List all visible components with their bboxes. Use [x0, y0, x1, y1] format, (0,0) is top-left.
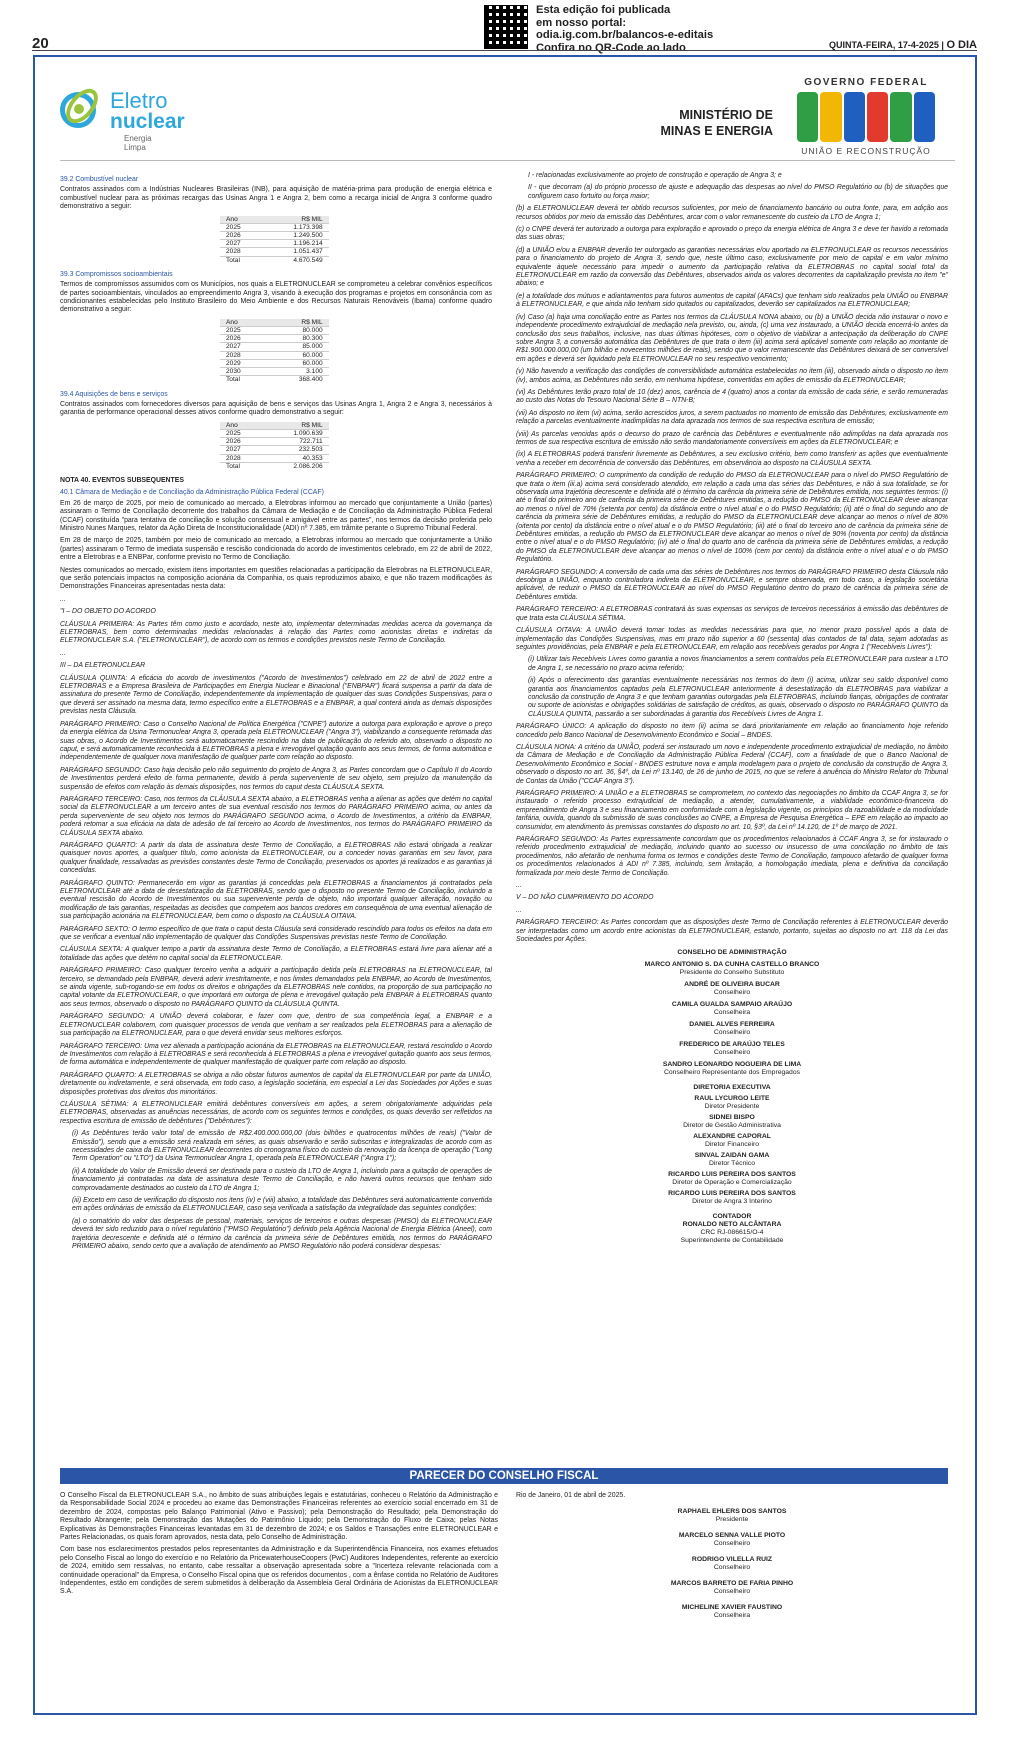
table-cell-value: 80.300 — [247, 335, 329, 343]
table-cell-year: Ano — [220, 319, 247, 327]
qr-code-icon — [484, 5, 528, 49]
table-row — [220, 248, 329, 256]
list-item: (vi) As Debêntures terão prazo total de 10 (dez) anos, carência de 4 (quatro) anos a contar da emissão de cada série, e serão remuneradas ao custo das Notas do Tesouro Nacional Série B – NTN-B; — [516, 388, 948, 405]
signatory-role: Presidente — [715, 1516, 749, 1524]
table-row — [220, 232, 329, 240]
signature-block — [516, 981, 948, 997]
brasil-letter-shape — [820, 92, 841, 142]
table-cell-value: 40.353 — [247, 454, 329, 462]
signatory-name: MARCOS BARRETO DE FARIA PINHO — [670, 1580, 794, 1588]
paragraph: Nestes comunicados ao mercado, existem itens importantes em questões relacionadas a participação da Eletrobras na ELETRONUCLEAR, que serão potenciais impactos na composição acionária da Companhia, os quais reproduzimos abaixo, e que não trazem modificações às Demonstrações Financeiras apresentadas nesta data: — [60, 566, 492, 591]
paragraph: PARÁGRAFO PRIMEIRO: O cumprimento da condição de redução do PMSO da ELETRONUCLEAR para o nível do PMSO Regulatório de que trata o item (iii.a) acima será considerado atendido, em relação a cada uma das séries das Debêntures, e não à sua totalidade, se for observada uma trajetória decrescente e definida até o término da carência da primeira série de Debêntures emitida, nos seguintes termos: (i) até o final do primeiro ano de carência da primeira série de Debêntures emitidas, a redução do PMSO da ELETRONUCLEAR deve alcançar ao menos o nível de 70% (setenta por cento) da distância entre o nível atual e o do PMSO Regulatório; (ii) até o final do segundo ano de carência da primeira série de Debêntures emitidas, a redução do PMSO da ELETRONUCLEAR deve alcançar ao menos o nível de 80% (oitenta por cento) da distância entre o nível atual e o do PMSO Regulatório; (iii) até o final do terceiro ano de carência da primeira série de Debêntures emitidas, a redução do PMSO da ELETRONUCLEAR deve alcançar ao menos o nível de 90% (noventa por cento) da distância entre o nível atual e o do PMSO Regulatório; (iv) até o final do quarto ano de carência da primeira série de Debêntures emitidas, a redução do PMSO da ELETRONUCLEAR deve alcançar ao menos o nível de 100% (cem por cento) da distância entre o nível atual e o do PMSO Regulatório. — [516, 472, 948, 564]
divider — [60, 160, 955, 161]
table-cell-value: 722.711 — [247, 438, 329, 446]
board-title: CONSELHO DE ADMINISTRAÇÃO — [677, 948, 787, 956]
table-cell-value: R$ MIL — [247, 319, 329, 327]
paragraph: CLÁUSULA QUINTA: A eficácia do acordo de investimentos ("Acordo de Investimentos") celebrado em 22 de abril de 2022 entre a ELETROBRAS e a Empresa Brasileira de Participações em Energia Nuclear e Binacional ("ENBPAR") ficará suspensa a partir da data de assinatura do presente Termo de Conciliação, independentemente da implementação de qualquer das suas Condições Suspensivas, para o que deverá ser assinado na mesma data, termo específico entre a ELETROBRAS e a ENBPAR, a qual conterá ainda as demais disposições previstas nesta Cláusula. — [60, 674, 492, 716]
list-item: (d) a UNIÃO e/ou a ENBPAR deverão ter outorgado as garantias necessárias e/ou aportado na ELETRONUCLEAR os recursos necessários para o financiamento do projeto de Angra 3, sendo que, neste último caso, exclusivamente por meio de capital e em valor mínimo equivalente àquele necessário para impedir o aumento da participação relativa da ELETROBRAS no capital social total da ELETRONUCLEAR em razão da conversão das Debêntures, observados ainda os valores decorrentes da capitalização prevista no item "e" abaixo; e — [516, 246, 948, 288]
table-goods — [220, 422, 329, 470]
table-row — [220, 422, 329, 430]
exec-list — [516, 1095, 948, 1206]
list-item: (viii) As parcelas vencidas após o decurso do prazo de carência das Debêntures e eventualmente não adimplidas na data aprazada nos termos de sua respectiva escritura de emissão não serão mandatoriamente conversíveis em ações da ELETRONUCLEAR; e — [516, 430, 948, 446]
section-heading: 40.1 Câmara de Mediação e de Conciliação da Administração Pública Federal (CCAF) — [60, 489, 324, 497]
board-list — [516, 961, 948, 1077]
table-cell-year: 2027 — [220, 446, 247, 454]
paragraph: PARÁGRAFO TERCEIRO: As Partes concordam que as disposições deste Termo de Conciliação referentes à ELETRONUCLEAR deverão ser interpretadas como um acordo entre acionistas da ELETRONUCLEAR, estando, portanto, sujeitas ao disposto no art. 118 da Lei das Sociedades por Ações. — [516, 919, 948, 944]
signatory-name: RAPHAEL EHLERS DOS SANTOS — [677, 1508, 787, 1516]
fiscal-text — [60, 1492, 498, 1601]
list-item: (i) Utilizar tais Recebíveis Livres como garantia a novos financiamentos a serem contraídos pela ELETRONUCLEAR para custear a LTO de Angra 1, se necessário no prazo acima referido; — [528, 656, 948, 672]
table-cell-year: 2025 — [220, 223, 247, 231]
table-cell-year: Ano — [220, 216, 247, 224]
gov-top: GOVERNO FEDERAL — [804, 77, 928, 88]
table-row — [220, 462, 329, 470]
list-item: (ii) A totalidade do Valor de Emissão deverá ser destinada para o custeio da LTO de Angra 1, incluindo para a quitação de operações de financiamento já contratadas na data de assinatura deste Termo de Conciliação, e não haverá outros recursos que tenham sido comprovadamente destinados ao custeio da LTO de Angra 1; — [72, 1167, 492, 1192]
brand: O DIA — [946, 39, 977, 51]
paragraph: PARÁGRAFO QUARTO: A ELETROBRAS se obriga a não obstar futuros aumentos de capital da ELETRONUCLEAR por parte da UNIÃO, diretamente ou indiretamente, e será observada, em todo caso, a legislação societária, em especial a Lei das Sociedades por Ações e suas disposições protetivas dos direitos dos minoritários. — [60, 1071, 492, 1096]
table-cell-value: 368.400 — [298, 376, 323, 384]
list-item: (a) o somatório do valor das despesas de pessoal, materiais, serviços de terceiros e outras despesas (PMSO) da ELETRONUCLEAR deverá ter sido reduzido para o nível regulatório ("PMSO Regulatório") definido pela Agência Nacional de Energia Elétrica (Aneel), com trajetória decrescente e definida até o término da carência da primeira série de Debêntures emitida, nos termos do PARÁGRAFO PRIMEIRO abaixo, sendo certo que a avaliação de atendimento ao PMSO Regulatório não poderá considerar despesas: — [72, 1217, 492, 1251]
signatory-role: Conselheiro Representante dos Empregados — [663, 1068, 801, 1076]
ministry-line: MINISTÉRIO DE — [679, 108, 773, 122]
table-cell-year: 2025 — [220, 429, 247, 437]
paragraph: PARÁGRAFO TERCEIRO: Uma vez alienada a participação acionária da ELETROBRAS na ELETRONUCLEAR, restará rescindido o Acordo de Investimentos com relação à ELETROBRAS e será reconhecida à ELETROBRAS a plena e irrevogável quitação quanto aos seus termos, de forma automática e independentemente de qualquer manifestação de qualquer parte com relação ao disposto. — [60, 1042, 492, 1067]
signatory-name: SINVAL ZAIDAN GAMA — [694, 1151, 770, 1159]
list-item: II - que decorram (a) do próprio processo de ajuste e adequação das despesas ao nível do PMSO Regulatório ou (b) de situações que configurem caso fortuito ou força maior; — [528, 184, 948, 200]
table-cell-year: 2028 — [220, 248, 247, 256]
signatory-role: Conselheiro — [713, 1540, 751, 1548]
signatory-name: RAUL LYCURGO LEITE — [694, 1094, 770, 1102]
table-cell-year: 2027 — [220, 240, 247, 248]
paragraph: O Conselho Fiscal da ELETRONUCLEAR S.A., no âmbito de suas atribuições legais e estatutárias, conheceu o Relatório da Administração e da Responsabilidade Social 2024 e procedeu ao exame das Demonstrações Financeiras referentes ao exercício social encerrado em 31 de dezembro de 2024, compostas pelo Balanço Patrimonial (Ativo e Passivo); pela Demonstração do Resultado; pela Demonstração do Resultado Abrangente; pela Demonstração das Mutações do Patrimônio Líquido; pela Demonstração do Fluxo de Caixa; pelas Notas Explicativas às Demonstrações Financeiras levantadas em 31 de dezembro de 2024; e os Saldos e Transações entre ELETRONUCLEAR e Partes Relacionadas, os quais foram aprovados, nesta data, pelo Conselho de Administração. — [60, 1492, 498, 1542]
signature-block — [516, 1041, 948, 1057]
table-cell-year: Total — [226, 256, 240, 264]
signature-block — [516, 1114, 948, 1130]
table-cell-value: 1.249.500 — [247, 232, 329, 240]
page-header — [0, 0, 1011, 54]
table-row — [220, 343, 329, 351]
paragraph: Termos de compromissos assumidos com os Municípios, nos quais a ELETRONUCLEAR se comprometeu a celebrar convênios específicos de partes socioambientais, vinculados ao empreendimento Angra 3, visando à execução dos programas e projetos em consonância com as condicionantes estabelecidas pelo Instituto Brasileiro do Meio Ambiente e dos Recursos Naturais Renováveis (Ibama) conforme quadro demonstrativo a seguir: — [60, 281, 492, 314]
table-row — [220, 327, 329, 335]
right-column — [516, 172, 948, 1245]
paragraph: PARÁGRAFO TERCEIRO: A ELETROBRAS contratará às suas expensas os serviços de terceiros necessários à emissão das debêntures de que trata esta CLÁUSULA SÉTIMA. — [516, 606, 948, 622]
table-cell-year: 2030 — [220, 368, 247, 376]
accountant-crc: CRC RJ-086615/O-4 — [700, 1228, 764, 1236]
table-cell-value: 2.086.206 — [293, 462, 323, 470]
paragraph: PARÁGRAFO PRIMEIRO: A UNIÃO e a ELETROBRAS se comprometem, no contexto das negociações no âmbito da CCAF Angra 3, se for instaurado o referido processo extrajudicial de mediação, a atender, cumulativamente, a viabilidade econômico-financeira do empreendimento de Angra 3 e seu financiamento em conformidade com a legislação vigente, os princípios da razoabilidade e da modicidade tarifária, ouvida, quando da submissão de suas conclusões ao CNPE, a Empresa de Pesquisa Energética – EPE em relação ao impacto ao consumidor, em atendimento às premissas constantes do disposto no art. 10, §3º, da Lei nº 14.120, de 1º de março de 2021. — [516, 790, 948, 831]
table-row — [220, 319, 329, 327]
qr-note — [536, 4, 713, 54]
table-cell-year: Total — [226, 376, 240, 384]
signatory-name: SIDNEI BISPO — [709, 1113, 755, 1121]
signatory-role: Conselheiro — [713, 1028, 751, 1036]
table-cell-year: 2029 — [220, 359, 247, 367]
ellipsis: ... — [516, 906, 522, 914]
signature-block — [516, 1580, 948, 1596]
table-row — [220, 216, 329, 224]
list-item: (ii) Após o oferecimento das garantias eventualmente necessárias nos termos do item (i) acima, utilizar seu saldo disponível como garantia aos financiamentos captados pela ELETRONUCLEAR anteriormente à desestatização da ELETROBRAS para viabilizar a conclusão da construção de Angra 3 e que tenham garantias outorgadas pela ELETROBRAS, incluindo fianças, obrigações de contratar ou suporte de acionistas e obrigações solidárias de satisfação de créditos, as quais, observado o disposto no PARÁGRAFO QUINTO da CLÁUSULA QUINTA, passarão a ser subordinadas à garantia dos Recebíveis Livres de Angra 1. — [528, 677, 948, 718]
place-date: Rio de Janeiro, 01 de abril de 2025. — [516, 1492, 626, 1499]
table-cell-value: 1.051.437 — [247, 248, 329, 256]
signature-block — [516, 961, 948, 977]
signature-block — [516, 1556, 948, 1572]
table-cell-year: 2026 — [220, 335, 247, 343]
fiscal-signatures — [516, 1492, 948, 1620]
list-item: (iv) Caso (a) haja uma conciliação entre as Partes nos termos da CLÁUSULA NONA abaixo, ou (b) a UNIÃO decida não instaurar o novo e independente procedimento extrajudicial de mediação nela previsto, ou, ainda, (c) uma vez instaurado, a UNIÃO decida encerrá-lo antes da conclusão dos seus trabalhos, inclusive, nas duas últimas hipóteses, com o objetivo de viabilizar a antecipação da deliberação do CNPE sobre Angra 3, a conversão automática das Debêntures de que trata o item (iii) acima será aplicável somente com relação ao montante de R$1.900.000.000,00 (um bilhão e novecentos milhões de reais), sendo que o valor remanescente das Debêntures deixará de ser conversível em ações e deverá ser liquidado pela ELETRONUCLEAR no seu respectivo vencimento; — [516, 313, 948, 363]
section-heading: 39.2 Combustível nuclear — [60, 176, 139, 183]
ministry-title — [660, 107, 773, 139]
signature-block — [516, 1095, 948, 1111]
table-cell-year: Ano — [220, 422, 247, 430]
brasil-letter-shape — [867, 92, 888, 142]
signature-block — [516, 1001, 948, 1017]
table-row — [220, 446, 329, 454]
paragraph: Em 26 de março de 2025, por meio de comunicado ao mercado, a Eletrobras informou ao mercado que conjuntamente a União (partes) assinaram o Termo de Conciliação decorrente dos trabalhos da Câmara de Mediação e de Conciliação da Administração Pública Federal (CCAF) constituída "para tentativa de conciliação e solução consensual e amigável entre as partes", nos termos da decisão proferida pelo Ministro Nunes Marques, relator da Ação Direta de Inconstitucionalidade (ADI) nº 7.385, em trâmite perante o Supremo Tribunal Federal. — [60, 499, 492, 532]
table-cell-value: 80.000 — [247, 327, 329, 335]
brasil-letter-shape — [914, 92, 935, 142]
gov-bottom: UNIÃO E RECONSTRUÇÃO — [801, 146, 931, 156]
paragraph: Contratos assinados com fornecedores diversos para aquisição de bens e serviços das Usinas Angra 1, Angra 2 e Angra 3, necessários à garantia de performance operacional desses ativos conforme quadro demonstrativo a seguir: — [60, 400, 492, 417]
signature-block — [516, 1133, 948, 1149]
signatures — [516, 949, 948, 1245]
clause-heading: V – DO NÃO CUMPRIMENTO DO ACORDO — [516, 894, 654, 902]
brasil-letter-shape — [797, 92, 818, 142]
fiscal-council-banner: PARECER DO CONSELHO FISCAL — [60, 1468, 948, 1484]
date-bar: QUINTA-FEIRA, 17-4-2025 | O DIA — [829, 39, 977, 51]
brasil-letter-shape — [890, 92, 911, 142]
paragraph: PARÁGRAFO SEGUNDO: As Partes expressamente concordam que os procedimentos relacionados à CCAF Angra 3, se for instaurado o referido procedimento extrajudicial de mediação, incluindo quanto ao sucesso ou insucesso de uma conciliação no âmbito de tais procedimentos, não afetarão de nenhuma forma os termos e condições deste Termo de Conciliação, tampouco afetarão de qualquer forma os procedimentos relacionados à ADI nº 7.385, incluindo, sem limitação, a homologação imediata, plena e definitiva da conciliação formalizada por meio deste Termo de Conciliação. — [516, 836, 948, 877]
clause-heading: "I – DO OBJETO DO ACORDO — [60, 608, 156, 616]
signatory-name: ANDRÉ DE OLIVEIRA BUCAR — [684, 980, 780, 988]
signatory-name: ALEXANDRE CAPORAL — [693, 1132, 771, 1140]
paragraph: PARÁGRAFO ÚNICO: A aplicação do disposto no item (ii) acima se dará prioritariamente em relação ao financiamento hoje referido concedido pelo Banco Nacional de Desenvolvimento Econômico e Social – BNDES. — [516, 723, 948, 739]
signature-block — [516, 1604, 948, 1620]
paragraph: PARÁGRAFO TERCEIRO: Caso, nos termos da CLÁUSULA SEXTA abaixo, a ELETROBRAS venha a alienar as ações que detém no capital social da ELETRONUCLEAR a um terceiro antes de sua eventual rescisão nos termos do PARÁGRAFO PRIMEIRO acima, ou antes da perda superveniente de seu objeto nos termos do PARÁGRAFO SEGUNDO acima, o Acordo de Investimentos, a critério da ENBPAR, poderá retomar a sua eficácia na data de adesão de tal terceiro ao Acordo de Investimentos, nos termos do PARÁGRAFO PRIMEIRO da CLÁUSULA SEXTA abaixo. — [60, 795, 493, 837]
signature-block — [516, 1171, 948, 1187]
list-item: (b) a ELETRONUCLEAR deverá ter obtido recursos suficientes, por meio de financiamento bancário ou outra fonte, para, em adição aos recursos obtidos por meio da emissão das Debêntures, arcar com o valor remanescente do custeio da LTO de Angra 1; — [516, 205, 948, 221]
paragraph: CLÁUSULA PRIMEIRA: As Partes têm como justo e acordado, neste ato, implementar determinadas medidas acerca da governança da ELETROBRAS, bem como determinadas medidas relacionadas à relação das Partes como acionistas diretas e indiretas da ELETRONUCLEAR S.A. ("ELETRONUCLEAR"), de acordo com os termos e condições previstos neste Termo de Conciliação. — [60, 620, 492, 645]
paragraph: Contratos assinados com a Indústrias Nucleares Brasileiras (INB), para aquisição de matéria-prima para produção de energia elétrica e combustível nuclear para as próximas recargas das Usinas Angra 1 e Angra 2, bem como a recarga inicial de Angra 3 conforme quadro demonstrativo a seguir: — [60, 186, 492, 211]
signatory-role: Conselheiro — [713, 988, 751, 996]
signatory-name: MARCELO SENNA VALLE PIOTO — [678, 1532, 786, 1540]
signatory-role: Conselheira — [713, 1008, 751, 1016]
paragraph: CLÁUSULA NONA: A critério da UNIÃO, poderá ser instaurado um novo e independente procedimento extrajudicial de mediação, no âmbito da Câmara de Mediação e de Conciliação da Administração Pública Federal (CCAF), com a finalidade de que o Banco Nacional de Desenvolvimento Econômico e Social - BNDES estruture nova e ampla modelagem para o projeto de conclusão da construção de Angra 3, observado o disposto no art. 36, §4º, da Lei nº 13.140, de 26 de junho de 2015, no que se refere à anuência do Ministro Relator do Tribunal de Contas da União ("CCAF Angra 3"). — [516, 743, 948, 785]
list-item: (iii) Exceto em caso de verificação do disposto nos itens (iv) e (viii) abaixo, a totalidade das Debêntures será automaticamente convertida em ações ordinárias de emissão da ELETRONUCLEAR, caso seja verificada a satisfação da integralidade das seguintes condições: — [72, 1197, 492, 1213]
qr-note-line: Confira no QR-Code ao lado — [536, 41, 686, 54]
table-row — [220, 454, 329, 462]
accountant-title: CONTADOR — [712, 1212, 752, 1220]
signatory-role: Diretor Financeiro — [704, 1140, 760, 1148]
ministry-line: MINAS E ENERGIA — [660, 124, 773, 138]
ellipsis: ... — [516, 882, 522, 890]
table-cell-value: 232.503 — [247, 446, 329, 454]
signatory-name: RICARDO LUIS PEREIRA DOS SANTOS — [668, 1170, 796, 1178]
paragraph: Com base nos esclarecimentos prestados pelos representantes da Administração e da Superintendência Financeira, nos exames efetuados pelo Conselho Fiscal ao longo do exercício e no Relatório da PricewaterhouseCoopers (PwC) Auditores Independentes, referente ao exercício de 2024, emitido sem ressalvas, no entanto, cabe ressaltar a observação apresentada sobre a "Incerteza relevante relacionada com a continuidade operacional" da Empresa, o Conselho Fiscal opina que os referidos documentos , com a ênfase contida no Relatório de Auditores Independentes, estão em condições de serem submetidos à deliberação da Assembleia Geral Ordinária de Acionistas da ELETRONUCLEAR S.A. — [60, 1546, 498, 1596]
table-cell-year: 2028 — [220, 454, 247, 462]
paragraph: PARÁGRAFO SEGUNDO: A UNIÃO deverá colaborar, e fazer com que, dentro de sua competência legal, a ENBPAR e a ELETRONUCLEAR colaborem, com quaisquer processos de venda que venham a ser realizados pela ELETROBRAS para a alienação de sua participação na ELETRONUCLEAR, para o que deverá envidar seus melhores esforços. — [60, 1013, 492, 1038]
section-heading: 39.3 Compromissos socioambientais — [60, 270, 173, 278]
signature-block — [516, 1508, 948, 1524]
left-column — [60, 172, 492, 1255]
signatory-role: Conselheiro — [713, 1564, 751, 1572]
table-cell-year: 2026 — [220, 232, 247, 240]
list-item: (vii) Ao disposto no item (vi) acima, serão acrescidos juros, a serem pactuados no momento de emissão das Debêntures, exclusivamente em relação a parcelas eventualmente inadimplidas na data aprazada nos termos de sua respectiva escritura de emissão; — [516, 409, 948, 426]
date: QUINTA-FEIRA, 17-4-2025 — [829, 40, 939, 50]
signatory-role: Presidente do Conselho Substituto — [679, 968, 785, 976]
paragraph: PARÁGRAFO SEGUNDO: Caso haja decisão pelo não seguimento do projeto de Angra 3, as Partes concordam que o Capítulo II do Acordo de Investimentos perderá efeito de forma permanente, devido à perda superveniente de seu objeto, sem prejuízo da manutenção da suspensão de efeitos com relação às demais disposições, nos termos do caput desta CLÁUSULA SEXTA. — [60, 766, 492, 791]
fiscal-members — [516, 1508, 948, 1620]
table-row — [220, 376, 329, 384]
list-item: (ix) A ELETROBRAS poderá transferir livremente as Debêntures, a seu exclusivo critério, bem como transferir as ações que eventualmente venha a receber em decorrência de conversão das Debêntures, em observância ao disposto na CLÁUSULA SEXTA. — [516, 451, 948, 467]
paragraph: PARÁGRAFO PRIMEIRO: Caso o Conselho Nacional de Política Energética ("CNPE") autorize a outorga para exploração e aprove o preço da energia elétrica da Usina Termonuclear Angra 3, operada pela ELETRONUCLEAR ("Angra 3"), viabilizando a consequente retomada das suas obras, o Acordo de Investimentos será automaticamente rescindido na data de publicação do referido ato, observado o disposto no caput, e será automaticamente reconhecida à ELETROBRAS a plena e irrevogável quitação quanto aos seus termos, de forma automática e independentemente de qualquer nova manifestação de qualquer parte com relação ao disposto. — [60, 720, 492, 762]
list-item: (v) Não havendo a verificação das condições de conversibilidade automática estabelecidas no item (iii), observado ainda o disposto no item (iv), ambos acima, as Debêntures não serão, em nenhuma hipótese, convertidas em ações de emissão da ELETRONUCLEAR; — [516, 368, 948, 384]
list-item: (c) o CNPE deverá ter autorizado a outorga para exploração e aprovado o preço da energia elétrica de Angra 3 e deve ter havido a retomada das suas obras; — [516, 226, 948, 242]
signatory-name: FREDERICO DE ARAÚJO TELES — [679, 1040, 785, 1048]
table-cell-year: 2027 — [220, 343, 247, 351]
signature-block — [516, 1152, 948, 1168]
signatory-name: CAMILA GUALDA SAMPAIO ARAÚJO — [671, 1000, 793, 1008]
brasil-letter-shape — [844, 92, 865, 142]
table-socio — [220, 319, 329, 384]
table-row — [220, 438, 329, 446]
table-cell-value: 3.100 — [247, 368, 329, 376]
paragraph: CLÁUSULA SEXTA: A qualquer tempo a partir da assinatura deste Termo de Conciliação, a ELETROBRAS estará livre para alienar até a totalidade das ações que detém no capital social da ELETRONUCLEAR. — [60, 946, 492, 962]
header-rule — [32, 50, 977, 51]
signature-block — [516, 1061, 948, 1077]
table-cell-value: 1.196.214 — [247, 240, 329, 248]
accountant-name: RONALDO NETO ALCÂNTARA — [682, 1220, 782, 1228]
table-fuel — [220, 216, 329, 264]
section-heading: 39.4 Aquisições de bens e serviços — [60, 390, 168, 398]
signatory-name: RODRIGO VILELLA RUIZ — [691, 1556, 773, 1564]
table-row — [220, 223, 329, 231]
paragraph: PARÁGRAFO QUINTO: Permanecerão em vigor as garantias já concedidas pela ELETROBRAS a financiamentos já contratados pela ELETRONUCLEAR até a data de desestatização da ELETROBRAS, sendo que o disposto no presente Termo de Conciliação, incluindo a eventual rescisão do Acordo de Investimentos ou sua superveniente perda de objeto, não importará qualquer alteração, novação ou modificação de tais garantias, respeitadas as decisões que competem aos bancos credores em consequência de uma eventual alienação de sua participação acionária na ELETRONUCLEAR, bem como o disposto na CLÁUSULA OITAVA. — [60, 879, 492, 921]
nucleus-icon — [74, 104, 84, 114]
table-cell-value: R$ MIL — [247, 422, 329, 430]
table-row — [220, 256, 329, 264]
signature-block — [516, 1190, 948, 1206]
table-cell-value: 1.173.398 — [247, 223, 329, 231]
signatory-role: Conselheira — [713, 1612, 751, 1620]
signature-block — [516, 1021, 948, 1037]
table-cell-value: 60.000 — [247, 359, 329, 367]
qr-note-line: Esta edição foi publicada — [536, 4, 671, 16]
signatory-role: Diretor Presidente — [704, 1102, 760, 1110]
table-row — [220, 351, 329, 359]
logo-text: Eletro — [110, 88, 168, 113]
signatory-role: Conselheiro — [713, 1588, 751, 1596]
signatory-role: Diretor de Gestão Administrativa — [683, 1121, 781, 1129]
list-item: I - relacionadas exclusivamente ao projeto de construção e operação de Angra 3; e — [528, 172, 782, 179]
exec-title: DIRETORIA EXECUTIVA — [693, 1083, 771, 1091]
table-row — [220, 429, 329, 437]
paragraph: PARÁGRAFO PRIMEIRO: Caso qualquer terceiro venha a adquirir a participação detida pela ELETROBRAS na ELETRONUCLEAR, tal terceiro, se demandado pela ENBPAR, deverá aderir irrestritamente, e nos limites demandados pela ENBPAR, ao Acordo de Investimentos, se ainda vigente, sub-rogando-se em todos os direitos e obrigações da ELETROBRAS nele contidos, na proporção de sua participação no capital votante da ELETRONUCLEAR, o que importará em outorga de plena e irrevogável quitação pela ENBPAR à ELETROBRAS quanto aos seus termos, observado o disposto no PARÁGRAFO QUINTO da CLÁUSULA QUINTA. — [60, 967, 492, 1008]
table-cell-year: Total — [226, 462, 240, 470]
signatory-name: MICHELINE XAVIER FAUSTINO — [681, 1604, 783, 1612]
table-row — [220, 359, 329, 367]
clause-heading: III – DA ELETRONUCLEAR — [60, 662, 146, 670]
qr-note-link[interactable]: odia.ig.com.br/balancos-e-editais — [536, 29, 714, 41]
paragraph: CLÁUSULA OITAVA: A UNIÃO deverá tomar todas as medidas necessárias para que, no menor prazo possível após a data de implementação das Condições Suspensivas, mas em prazo não superior a 60 (sessenta) dias contados de tal data, sejam adotadas as seguintes providências, pela ENBPAR e pela ELETRONUCLEAR, em relação aos recebíveis gerados por Angra 1 ("Recebíveis Livres"): — [516, 627, 948, 651]
brasil-wordmark — [796, 92, 936, 142]
table-row — [220, 368, 329, 376]
table-cell-year: 2025 — [220, 327, 247, 335]
paragraph: PARÁGRAFO SEXTO: O termo específico de que trata o caput desta Cláusula será considerado rescindido para todos os efeitos na data em que se verificar a eventual não implementação de qualquer das Condições Suspensivas previstas neste Termo de Conciliação. — [60, 925, 492, 942]
signatory-name: MARCO ANTONIO S. DA CUNHA CASTELLO BRANCO — [644, 960, 820, 968]
paragraph: CLÁUSULA SÉTIMA: A ELETRONUCLEAR emitirá debêntures conversíveis em ações, a serem obrigatoriamente adquiridas pela ELETROBRAS, observadas as anuências necessárias, de acordo com os seguintes termos e condições, os quais deverão ser refletidos na respectiva escritura de emissão de debêntures ("Debêntures"): — [60, 1100, 492, 1125]
logo-tagline: Energia Limpa — [124, 134, 152, 152]
signatory-name: RICARDO LUIS PEREIRA DOS SANTOS — [668, 1189, 796, 1197]
paragraph: Em 28 de março de 2025, também por meio de comunicado ao mercado, a Eletrobras informou ao mercado que conjuntamente a União (partes) assinaram o Termo de imediata suspensão e rescisão condicionada do acordo de investimentos celebrado, em 22 de abril de 2022, entre a Eletrobras e a ENBPar, conforme previsto no Termo de Conciliação. — [60, 537, 492, 562]
ellipsis: ... — [60, 595, 66, 603]
table-cell-value: 1.090.639 — [247, 429, 329, 437]
table-cell-value: R$ MIL — [247, 216, 329, 224]
ellipsis: ... — [60, 649, 66, 657]
table-cell-value: 60.000 — [247, 351, 329, 359]
table-cell-year: 2026 — [220, 438, 247, 446]
page-number: 20 — [32, 35, 49, 52]
paragraph: PARÁGRAFO QUARTO: A partir da data de assinatura deste Termo de Conciliação, a ELETROBRAS não estará obrigada a realizar quaisquer novos aportes, a qualquer título, como acionista da ELETRONUCLEAR, ou a conceder novas garantias em seu favor, para qualquer finalidade, ressalvadas as previsões constantes deste Termo de Conciliação, preservados os aportes já realizados e as garantias já concedidas. — [60, 841, 492, 875]
list-item: (i) As Debêntures terão valor total de emissão de R$2.400.000.000,00 (dois bilhões e quatrocentos milhões de reais) ("Valor de Emissão"), sendo que a emissão será realizada em séries, as quais observarão e serão subscritas e integralizadas de acordo com as necessidades de caixa da ELETRONUCLEAR decorrentes do cronograma físico do custeio da renovação da licença de operação ("Long Term Operation" ou "LTO") da Usina Termonuclear Angra 1, operada pela ELETRONUCLEAR ("Angra 1"); — [72, 1130, 492, 1163]
signatory-role: Conselheiro — [713, 1048, 751, 1056]
accountant-role: Superintendente de Contabilidade — [680, 1236, 784, 1244]
table-row — [220, 335, 329, 343]
paragraph: PARÁGRAFO SEGUNDO: A conversão de cada uma das séries de Debêntures nos termos do PARÁGRAFO PRIMEIRO desta Cláusula não desobriga a UNIÃO, enquanto controladora indireta da ELETRONUCLEAR, e sempre observada, em todo caso, a legislação societária aplicável, de reduzir o PMSO da ELETRONUCLEAR ao nível do PMSO Regulatório dentro do prazo de carência da primeira série de Debêntures emitida. — [516, 568, 948, 601]
table-cell-value: 85.000 — [247, 343, 329, 351]
signature-block — [516, 1532, 948, 1548]
table-cell-year: 2028 — [220, 351, 247, 359]
signatory-name: DANIEL ALVES FERREIRA — [689, 1020, 775, 1028]
note-heading: NOTA 40. EVENTOS SUBSEQUENTES — [60, 476, 184, 484]
governo-federal-logo — [796, 77, 936, 156]
logo-text: nuclear — [110, 110, 185, 133]
qr-note-line: em nosso portal: — [536, 16, 627, 29]
signatory-name: SANDRO LEONARDO NOGUEIRA DE LIMA — [662, 1060, 802, 1068]
table-row — [220, 240, 329, 248]
signatory-role: Diretor de Operação e Comercialização — [672, 1178, 792, 1186]
table-cell-value: 4.670.549 — [293, 256, 323, 264]
signatory-role: Diretor Técnico — [709, 1159, 755, 1167]
signatory-role: Diretor de Angra 3 Interino — [692, 1197, 772, 1205]
list-item: (e) a totalidade dos mútuos e adiantamentos para futuros aumentos de capital (AFACs) que tenham sido realizados pela UNIÃO ou ENBPAR à ELETRONUCLEAR, e que ainda não tenham sido quitados ou capitalizados, deverão ser capitalizados na ELETRONUCLEAR; — [516, 292, 948, 309]
